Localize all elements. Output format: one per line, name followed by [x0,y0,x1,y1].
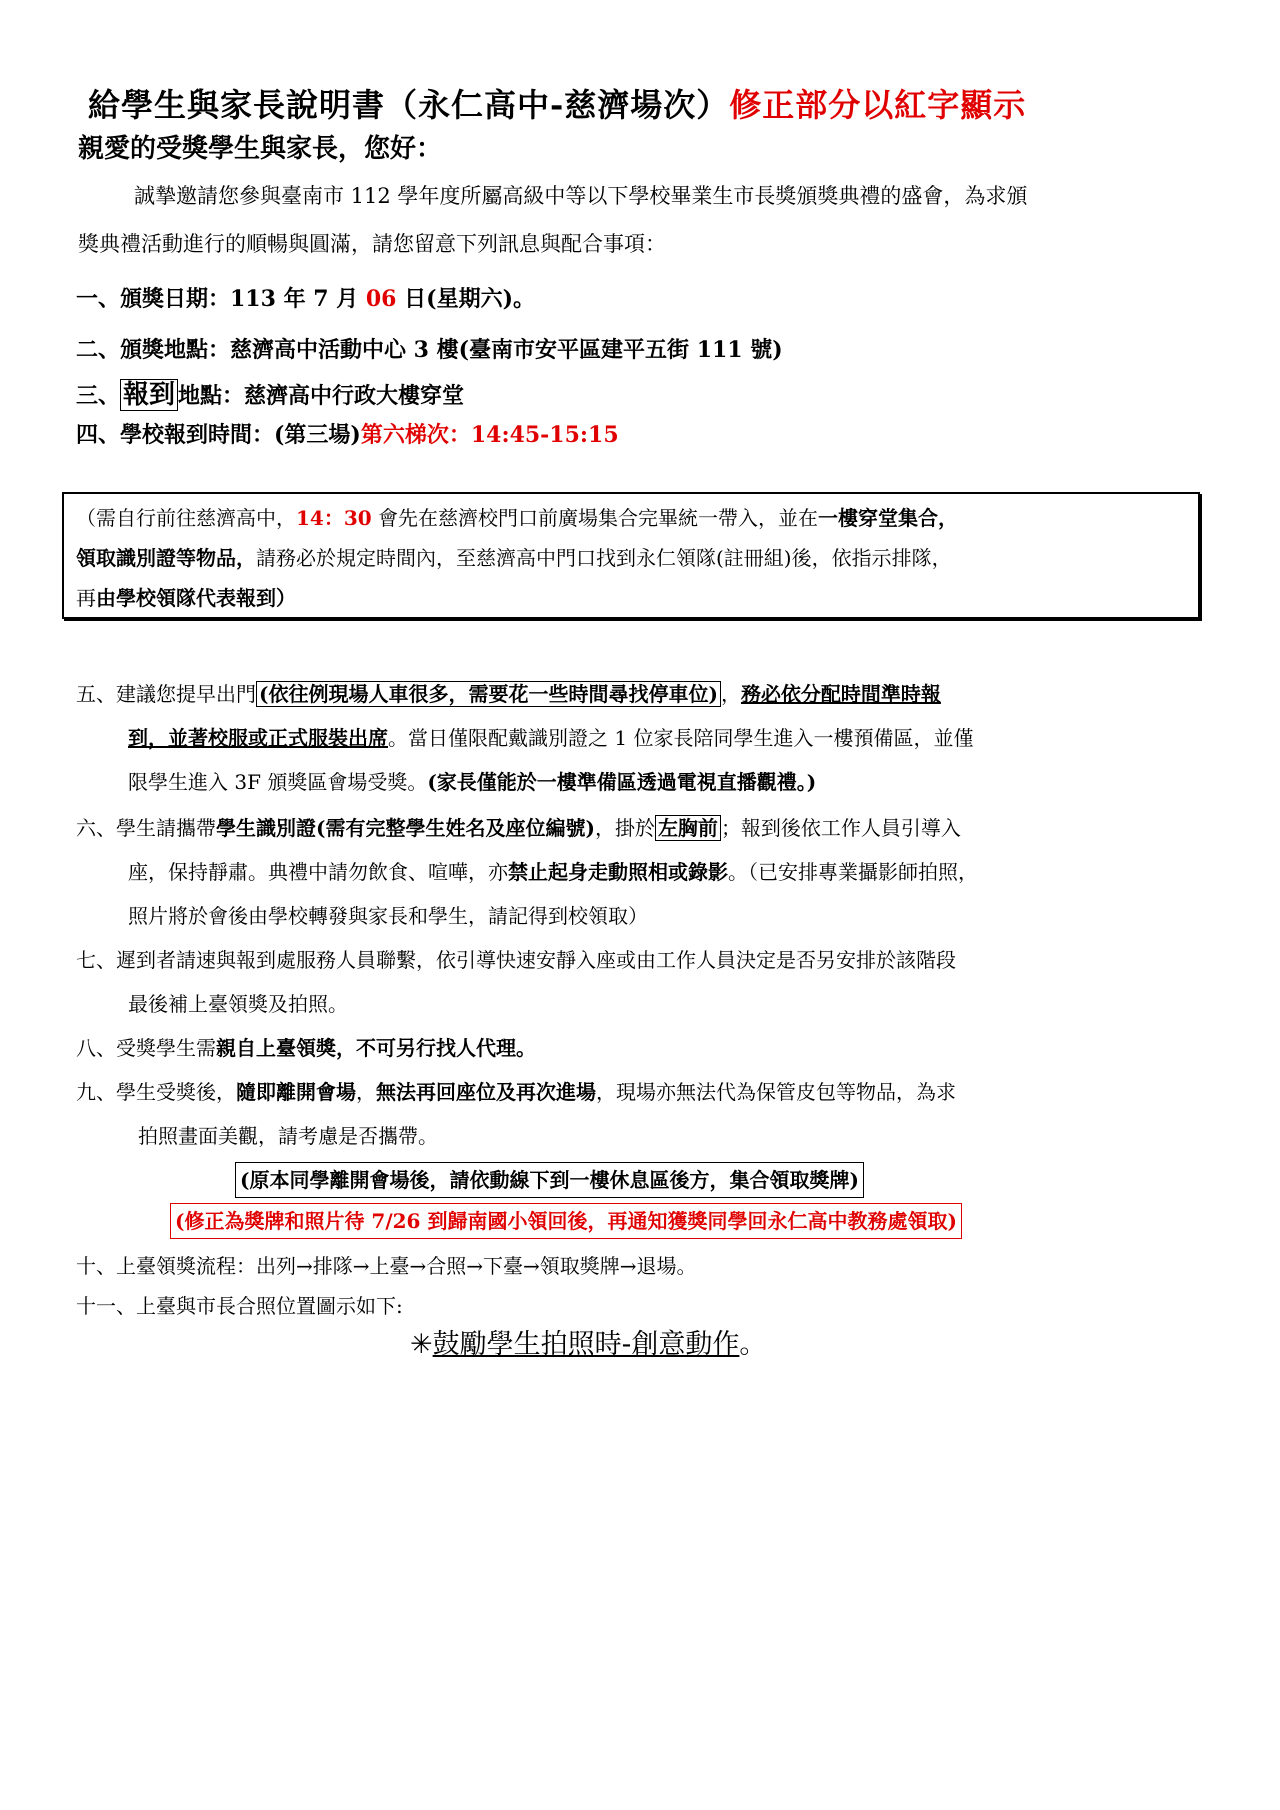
item5-e: 到，並著校服或正式服裝出席 [128,726,388,750]
item10-line: 十、上臺領獎流程：出列→排隊→上臺→合照→下臺→領取獎牌→退場。 [76,1254,697,1278]
notice-d: 領取識別證等物品， [76,546,256,570]
item6-a: 六、學生請攜帶 [76,816,216,840]
star-icon: ✳ [410,1329,433,1360]
greeting: 親愛的受獎學生與家長，您好： [78,134,443,164]
item6-e: ；報到後依工作人員引導入 [720,816,961,840]
item5-line-3 [128,766,816,795]
item5-f: 。當日僅限配戴識別證之 1 位家長陪同學生進入一樓預備區，並僅 [388,726,974,750]
title-revision-note: 修正部分以紅字顯示 [729,86,1027,124]
item3-suffix: 地點：慈濟高中行政大樓穿堂 [178,383,465,409]
item8-line [76,1032,536,1061]
closing-line [410,1322,766,1361]
item1-prefix: 一、頒獎日期：113 年 7 月 [76,286,366,312]
item-checkin-time [76,418,619,449]
item9-line-1 [76,1076,956,1105]
item9-line-2: 拍照畫面美觀，請考慮是否攜帶。 [138,1124,438,1148]
intro-line-1: 誠摯邀請您參與臺南市 112 學年度所屬高級中等以下學校畢業生市長獎頒獎典禮的盛會，為求頒 [134,184,1028,208]
item6-c: ，掛於 [594,816,655,840]
item5-line-1 [76,678,941,707]
item9-b: 隨即離開會場 [236,1080,356,1104]
item5-a: 五、建議您提早出門 [76,682,256,706]
item4-prefix: 四、學校報到時間：(第三場) [76,422,361,448]
notice-f: 再 [76,586,96,610]
item6-g: 禁止起身走動照相或錄影 [508,860,728,884]
notice-time: 14：30 [296,506,372,530]
notice-e: 請務必於規定時間內，至慈濟高中門口找到永仁領隊(註冊組)後，依指示排隊， [256,546,952,570]
notice-c: 一樓穿堂集合， [818,506,959,530]
item5-boxed: (依往例現場人車很多，需要花一些時間尋找停車位) [256,681,721,707]
item11-line: 十一、上臺與市長合照位置圖示如下: [76,1294,403,1318]
item7-line-1: 七、遲到者請速與報到處服務人員聯繫，依引導快速安靜入座或由工作人員決定是否另安排於該階段 [76,948,956,972]
intro-line-2: 獎典禮活動進行的順暢與圓滿，請您留意下列訊息與配合事項： [78,232,666,256]
item5-line-2 [128,722,973,751]
item9-e: ，現場亦無法代為保管皮包等物品，為求 [596,1080,956,1104]
item3-prefix: 三、 [76,383,121,409]
intro-paragraph [78,172,1203,268]
item6-line-3: 照片將於會後由學校轉發與家長和學生，請記得到校領取） [128,904,648,928]
item5-d: 務必依分配時間準時報 [740,682,941,706]
item8-b: 親自上臺領獎，不可另行找人代理。 [216,1036,536,1060]
item9-c: ， [356,1080,376,1104]
item6-f: 座，保持靜肅。典禮中請勿飲食、喧嘩，亦 [128,860,508,884]
item5-c: ， [720,682,741,706]
item-checkin-location [76,374,464,411]
notice-g: 由學校領隊代表報到） [96,586,296,610]
item6-line-2 [128,856,978,885]
title-main: 給學生與家長說明書（永仁高中-慈濟場次） [88,86,730,124]
item1-day: 06 [365,286,397,312]
item6-boxed: 左胸前 [655,815,721,841]
item6-line-1 [76,812,961,841]
item9-a: 九、學生受獎後， [76,1080,236,1104]
item-award-venue: 二、頒獎地點：慈濟高中活動中心 3 樓(臺南市安平區建平五街 111 號) [76,337,783,363]
item4-slot: 第六梯次：14:45-15:15 [360,422,619,448]
notice-box [62,492,1200,619]
revised-note-box: (修正為獎牌和照片待 7/26 到歸南國小領回後，再通知獲獎同學回永仁高中教務處領取) [170,1203,962,1239]
notice-b: 會先在慈濟校門口前廣場集合完畢統一帶入，並在 [371,506,819,530]
item1-suffix: 日(星期六)。 [396,286,535,312]
original-note-box: (原本同學離開會場後，請依動線下到一樓休息區後方，集合領取獎牌) [235,1162,864,1198]
item8-a: 八、受獎學生需 [76,1036,216,1060]
closing-text: 鼓勵學生拍照時-創意動作 [432,1329,740,1360]
item9-d: 無法再回座位及再次進場 [376,1080,596,1104]
item5-h: (家長僅能於一樓準備區透過電視直播觀禮。) [427,770,817,794]
item5-g: 限學生進入 3F 頒獎區會場受獎。 [128,770,428,794]
notice-a: （需自行前往慈濟高中， [76,506,296,530]
document-title [88,80,1026,126]
item-award-date [76,282,535,313]
item6-b: 學生識別證(需有完整學生姓名及座位編號) [216,816,595,840]
closing-end: 。 [739,1329,767,1360]
item6-h: 。（已安排專業攝影師拍照， [728,860,978,884]
item3-boxed-label: 報到 [120,379,178,411]
item7-line-2: 最後補上臺領獎及拍照。 [128,992,348,1016]
